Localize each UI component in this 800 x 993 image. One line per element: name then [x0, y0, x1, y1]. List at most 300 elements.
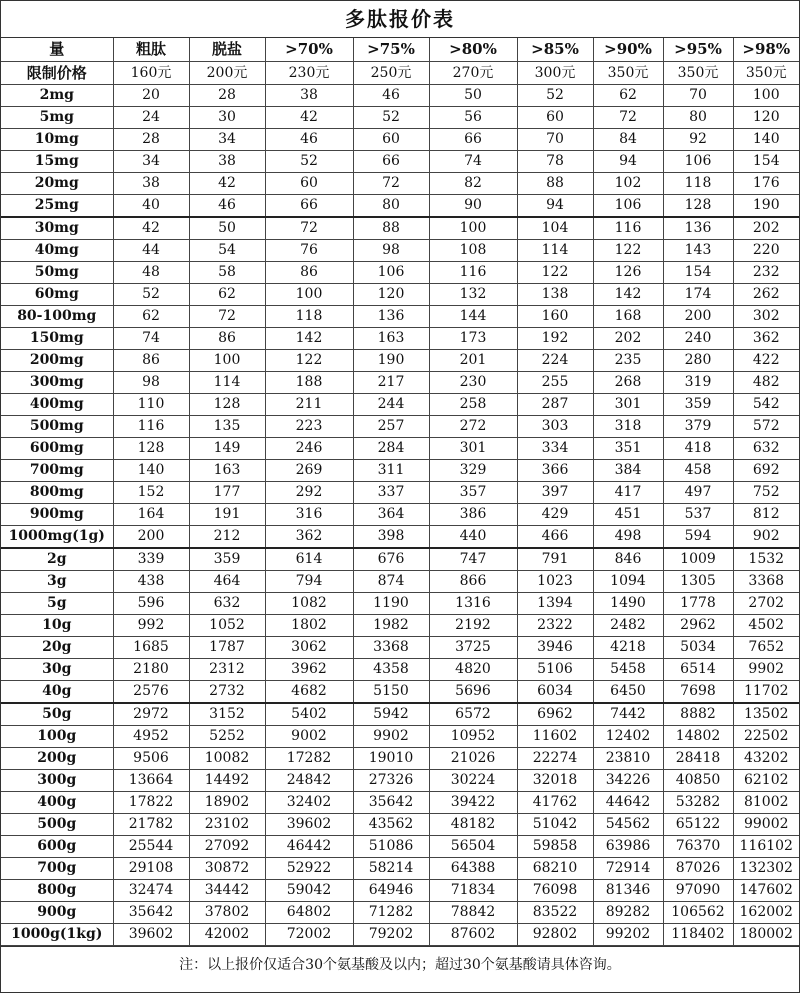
price-cell: 71834	[429, 880, 517, 902]
price-cell: 34	[113, 151, 189, 173]
price-cell: 1787	[189, 637, 265, 659]
price-cell: 337	[353, 482, 429, 504]
price-cell: 747	[429, 548, 517, 571]
price-cell: 65122	[663, 814, 733, 836]
price-cell: 3725	[429, 637, 517, 659]
row-label-cell: 60mg	[1, 284, 113, 306]
price-cell: 138	[517, 284, 593, 306]
price-cell: 42	[113, 217, 189, 240]
row-label-cell: 150mg	[1, 328, 113, 350]
price-cell: 140	[733, 129, 799, 151]
table-row	[1, 129, 799, 151]
table-row	[1, 85, 799, 107]
price-cell: 5034	[663, 637, 733, 659]
price-cell: 866	[429, 571, 517, 593]
price-cell: 50	[189, 217, 265, 240]
price-cell: 48	[113, 262, 189, 284]
row-label-cell: 限制价格	[1, 62, 113, 85]
price-cell: 132302	[733, 858, 799, 880]
price-cell: 147602	[733, 880, 799, 902]
table-row	[1, 372, 799, 394]
price-cell: 116	[593, 217, 663, 240]
price-cell: 46442	[265, 836, 353, 858]
price-cell: 52	[265, 151, 353, 173]
price-cell: 1052	[189, 615, 265, 637]
table-row	[1, 880, 799, 902]
price-cell: 386	[429, 504, 517, 526]
price-cell: 118	[265, 306, 353, 328]
price-cell: 108	[429, 240, 517, 262]
row-label-cell: 5mg	[1, 107, 113, 129]
row-label-cell: 900mg	[1, 504, 113, 526]
price-cell: 106	[353, 262, 429, 284]
price-cell: 272	[429, 416, 517, 438]
row-label-cell: 200mg	[1, 350, 113, 372]
price-cell: 9902	[733, 659, 799, 681]
table-row	[1, 748, 799, 770]
price-cell: 451	[593, 504, 663, 526]
price-cell: 594	[663, 526, 733, 549]
price-cell: 200	[113, 526, 189, 549]
row-label-cell: 30mg	[1, 217, 113, 240]
price-cell: 4820	[429, 659, 517, 681]
price-cell: 149	[189, 438, 265, 460]
row-label-cell: 500mg	[1, 416, 113, 438]
price-cell: 83522	[517, 902, 593, 924]
row-label-cell: 3g	[1, 571, 113, 593]
price-cell: 70	[663, 85, 733, 107]
price-cell: 126	[593, 262, 663, 284]
price-cell: 71282	[353, 902, 429, 924]
row-label-cell: 5g	[1, 593, 113, 615]
row-label-cell: 600g	[1, 836, 113, 858]
price-cell: 82	[429, 173, 517, 195]
price-cell: 9506	[113, 748, 189, 770]
price-cell: 24	[113, 107, 189, 129]
price-cell: 223	[265, 416, 353, 438]
price-cell: 5150	[353, 681, 429, 704]
price-cell: 3152	[189, 703, 265, 726]
price-cell: 537	[663, 504, 733, 526]
price-cell: 9002	[265, 726, 353, 748]
price-cell: 350元	[593, 62, 663, 85]
price-cell: 11602	[517, 726, 593, 748]
footnote: 注：以上报价仅适合30个氨基酸及以内；超过30个氨基酸请具体咨询。	[1, 946, 799, 984]
price-cell: 1778	[663, 593, 733, 615]
price-cell: 5458	[593, 659, 663, 681]
price-cell: 1394	[517, 593, 593, 615]
price-cell: >98%	[733, 38, 799, 62]
price-cell: 78842	[429, 902, 517, 924]
price-cell: 1685	[113, 637, 189, 659]
price-cell: 62	[113, 306, 189, 328]
row-label-cell: 700g	[1, 858, 113, 880]
price-cell: 63986	[593, 836, 663, 858]
row-label-cell: 30g	[1, 659, 113, 681]
table-row	[1, 770, 799, 792]
price-cell: 38	[189, 151, 265, 173]
price-cell: 40850	[663, 770, 733, 792]
row-label-cell: 300mg	[1, 372, 113, 394]
table-row	[1, 482, 799, 504]
price-cell: 311	[353, 460, 429, 482]
price-cell: 4358	[353, 659, 429, 681]
price-cell: 90	[429, 195, 517, 218]
price-cell: 398	[353, 526, 429, 549]
price-cell: 81002	[733, 792, 799, 814]
price-cell: 339	[113, 548, 189, 571]
price-cell: >85%	[517, 38, 593, 62]
price-cell: 2972	[113, 703, 189, 726]
table-row	[1, 240, 799, 262]
price-cell: 128	[189, 394, 265, 416]
price-cell: 128	[113, 438, 189, 460]
table-row	[1, 173, 799, 195]
table-body	[1, 38, 799, 946]
price-cell: 98	[113, 372, 189, 394]
price-cell: 13664	[113, 770, 189, 792]
price-cell: 220	[733, 240, 799, 262]
price-cell: 23810	[593, 748, 663, 770]
price-cell: 99202	[593, 924, 663, 946]
price-cell: 7442	[593, 703, 663, 726]
price-cell: 676	[353, 548, 429, 571]
price-cell: 224	[517, 350, 593, 372]
price-cell: 1316	[429, 593, 517, 615]
price-cell: 188	[265, 372, 353, 394]
price-cell: 144	[429, 306, 517, 328]
price-cell: 35642	[353, 792, 429, 814]
price-cell: 7698	[663, 681, 733, 704]
row-label-cell: 400g	[1, 792, 113, 814]
price-cell: 21782	[113, 814, 189, 836]
row-label-cell: 800mg	[1, 482, 113, 504]
price-cell: 201	[429, 350, 517, 372]
price-cell: 244	[353, 394, 429, 416]
price-cell: 76370	[663, 836, 733, 858]
price-cell: 72002	[265, 924, 353, 946]
price-cell: 5252	[189, 726, 265, 748]
price-cell: 142	[593, 284, 663, 306]
price-cell: 542	[733, 394, 799, 416]
price-cell: 92	[663, 129, 733, 151]
price-cell: 180002	[733, 924, 799, 946]
table-row	[1, 416, 799, 438]
price-cell: 32474	[113, 880, 189, 902]
price-cell: 4218	[593, 637, 663, 659]
price-cell: 38	[265, 85, 353, 107]
price-cell: 329	[429, 460, 517, 482]
price-cell: 262	[733, 284, 799, 306]
price-cell: 42002	[189, 924, 265, 946]
price-cell: 25544	[113, 836, 189, 858]
price-cell: 28	[113, 129, 189, 151]
price-cell: 110	[113, 394, 189, 416]
price-cell: 42	[265, 107, 353, 129]
price-cell: 52	[517, 85, 593, 107]
price-cell: 268	[593, 372, 663, 394]
price-cell: 482	[733, 372, 799, 394]
price-cell: 7652	[733, 637, 799, 659]
price-table	[1, 38, 799, 946]
price-cell: 44	[113, 240, 189, 262]
row-label-cell: 15mg	[1, 151, 113, 173]
price-cell: 230	[429, 372, 517, 394]
price-cell: 438	[113, 571, 189, 593]
price-cell: 100	[429, 217, 517, 240]
price-cell: 202	[593, 328, 663, 350]
price-cell: 230元	[265, 62, 353, 85]
price-cell: 118	[663, 173, 733, 195]
price-cell: 62	[189, 284, 265, 306]
price-cell: 27092	[189, 836, 265, 858]
price-cell: 154	[733, 151, 799, 173]
price-cell: 76098	[517, 880, 593, 902]
price-cell: 292	[265, 482, 353, 504]
price-cell: 80	[663, 107, 733, 129]
price-cell: 1094	[593, 571, 663, 593]
price-cell: 202	[733, 217, 799, 240]
price-cell: 106	[663, 151, 733, 173]
price-cell: 53282	[663, 792, 733, 814]
price-cell: 72	[189, 306, 265, 328]
price-cell: 318	[593, 416, 663, 438]
price-cell: >80%	[429, 38, 517, 62]
price-cell: 39602	[113, 924, 189, 946]
price-cell: 106562	[663, 902, 733, 924]
price-cell: 160元	[113, 62, 189, 85]
price-cell: 257	[353, 416, 429, 438]
price-cell: 791	[517, 548, 593, 571]
table-row	[1, 836, 799, 858]
price-cell: 6962	[517, 703, 593, 726]
price-cell: 351	[593, 438, 663, 460]
row-label-cell: 10g	[1, 615, 113, 637]
price-cell: 174	[663, 284, 733, 306]
row-label-cell: 10mg	[1, 129, 113, 151]
price-cell: 84	[593, 129, 663, 151]
price-cell: 64946	[353, 880, 429, 902]
price-cell: 2702	[733, 593, 799, 615]
price-cell: 258	[429, 394, 517, 416]
price-cell: 303	[517, 416, 593, 438]
price-cell: 128	[663, 195, 733, 218]
price-cell: 269	[265, 460, 353, 482]
table-row	[1, 571, 799, 593]
row-label-cell: 700mg	[1, 460, 113, 482]
price-cell: 19010	[353, 748, 429, 770]
price-cell: 287	[517, 394, 593, 416]
row-label-cell: 200g	[1, 748, 113, 770]
price-cell: 42	[189, 173, 265, 195]
price-cell: 1082	[265, 593, 353, 615]
price-cell: 54	[189, 240, 265, 262]
price-cell: 35642	[113, 902, 189, 924]
price-cell: 60	[353, 129, 429, 151]
price-cell: 1490	[593, 593, 663, 615]
price-cell: 20	[113, 85, 189, 107]
row-label-cell: 100g	[1, 726, 113, 748]
price-cell: 3368	[353, 637, 429, 659]
price-cell: 250元	[353, 62, 429, 85]
price-cell: 5402	[265, 703, 353, 726]
header-row	[1, 38, 799, 62]
table-row	[1, 615, 799, 637]
price-cell: 44642	[593, 792, 663, 814]
table-row	[1, 328, 799, 350]
row-label-cell: 1000g(1kg)	[1, 924, 113, 946]
price-cell: 76	[265, 240, 353, 262]
price-cell: 10082	[189, 748, 265, 770]
price-cell: 64388	[429, 858, 517, 880]
price-cell: 302	[733, 306, 799, 328]
price-cell: 28418	[663, 748, 733, 770]
price-cell: 284	[353, 438, 429, 460]
price-cell: 46	[265, 129, 353, 151]
price-cell: 1023	[517, 571, 593, 593]
price-cell: 54562	[593, 814, 663, 836]
price-cell: 794	[265, 571, 353, 593]
price-cell: 30224	[429, 770, 517, 792]
price-cell: 2312	[189, 659, 265, 681]
price-cell: 359	[663, 394, 733, 416]
price-cell: 752	[733, 482, 799, 504]
price-cell: 86	[113, 350, 189, 372]
price-cell: 240	[663, 328, 733, 350]
row-label-cell: 600mg	[1, 438, 113, 460]
price-cell: 2576	[113, 681, 189, 704]
price-cell: 51086	[353, 836, 429, 858]
price-cell: 350元	[663, 62, 733, 85]
price-cell: 632	[189, 593, 265, 615]
price-cell: 72	[593, 107, 663, 129]
price-cell: 1190	[353, 593, 429, 615]
price-cell: 902	[733, 526, 799, 549]
price-cell: 334	[517, 438, 593, 460]
row-label-cell: 量	[1, 38, 113, 62]
price-cell: 319	[663, 372, 733, 394]
price-cell: 32402	[265, 792, 353, 814]
row-label-cell: 40g	[1, 681, 113, 704]
price-cell: 163	[353, 328, 429, 350]
price-cell: 2322	[517, 615, 593, 637]
row-label-cell: 400mg	[1, 394, 113, 416]
price-cell: 12402	[593, 726, 663, 748]
price-cell: 152	[113, 482, 189, 504]
price-cell: 66	[429, 129, 517, 151]
price-cell: 97090	[663, 880, 733, 902]
table-row	[1, 262, 799, 284]
price-cell: 874	[353, 571, 429, 593]
price-cell: 142	[265, 328, 353, 350]
price-cell: 4682	[265, 681, 353, 704]
price-cell: 40	[113, 195, 189, 218]
price-cell: 34	[189, 129, 265, 151]
price-cell: 38	[113, 173, 189, 195]
price-cell: 98	[353, 240, 429, 262]
price-cell: 212	[189, 526, 265, 549]
row-label-cell: 800g	[1, 880, 113, 902]
price-cell: 72914	[593, 858, 663, 880]
price-cell: 176	[733, 173, 799, 195]
price-cell: 362	[265, 526, 353, 549]
price-cell: 350元	[733, 62, 799, 85]
table-row	[1, 460, 799, 482]
table-row	[1, 195, 799, 218]
price-cell: 632	[733, 438, 799, 460]
price-cell: 122	[593, 240, 663, 262]
price-cell: 614	[265, 548, 353, 571]
price-cell: 74	[113, 328, 189, 350]
price-cell: 422	[733, 350, 799, 372]
price-cell: 14492	[189, 770, 265, 792]
price-cell: 56504	[429, 836, 517, 858]
price-cell: 232	[733, 262, 799, 284]
row-label-cell: 1000mg(1g)	[1, 526, 113, 549]
price-cell: 64802	[265, 902, 353, 924]
price-cell: 28	[189, 85, 265, 107]
price-cell: 846	[593, 548, 663, 571]
price-cell: 280	[663, 350, 733, 372]
price-cell: 6450	[593, 681, 663, 704]
price-cell: 692	[733, 460, 799, 482]
price-cell: 316	[265, 504, 353, 526]
table-row	[1, 659, 799, 681]
price-cell: 30872	[189, 858, 265, 880]
price-cell: 154	[663, 262, 733, 284]
price-cell: 2732	[189, 681, 265, 704]
price-cell: 粗肽	[113, 38, 189, 62]
price-cell: 59042	[265, 880, 353, 902]
price-cell: 17282	[265, 748, 353, 770]
page-title: 多肽报价表	[1, 1, 799, 38]
price-cell: 135	[189, 416, 265, 438]
price-cell: 114	[517, 240, 593, 262]
price-cell: 440	[429, 526, 517, 549]
price-cell: 10952	[429, 726, 517, 748]
table-row	[1, 306, 799, 328]
row-label-cell: 50mg	[1, 262, 113, 284]
price-cell: 79202	[353, 924, 429, 946]
price-cell: 497	[663, 482, 733, 504]
price-cell: 1982	[353, 615, 429, 637]
price-cell: 13502	[733, 703, 799, 726]
row-label-cell: 25mg	[1, 195, 113, 218]
table-row	[1, 438, 799, 460]
price-cell: 300元	[517, 62, 593, 85]
price-cell: 27326	[353, 770, 429, 792]
price-cell: 116102	[733, 836, 799, 858]
price-cell: 86	[189, 328, 265, 350]
row-label-cell: 2g	[1, 548, 113, 571]
price-cell: 30	[189, 107, 265, 129]
price-cell: 104	[517, 217, 593, 240]
price-cell: 9902	[353, 726, 429, 748]
table-row	[1, 924, 799, 946]
price-cell: 301	[593, 394, 663, 416]
price-cell: 3368	[733, 571, 799, 593]
table-row	[1, 217, 799, 240]
price-cell: 364	[353, 504, 429, 526]
price-cell: 52922	[265, 858, 353, 880]
price-cell: 1009	[663, 548, 733, 571]
price-cell: 6034	[517, 681, 593, 704]
price-cell: 162002	[733, 902, 799, 924]
table-row	[1, 858, 799, 880]
price-cell: 34226	[593, 770, 663, 792]
price-cell: 6514	[663, 659, 733, 681]
price-cell: 66	[265, 195, 353, 218]
